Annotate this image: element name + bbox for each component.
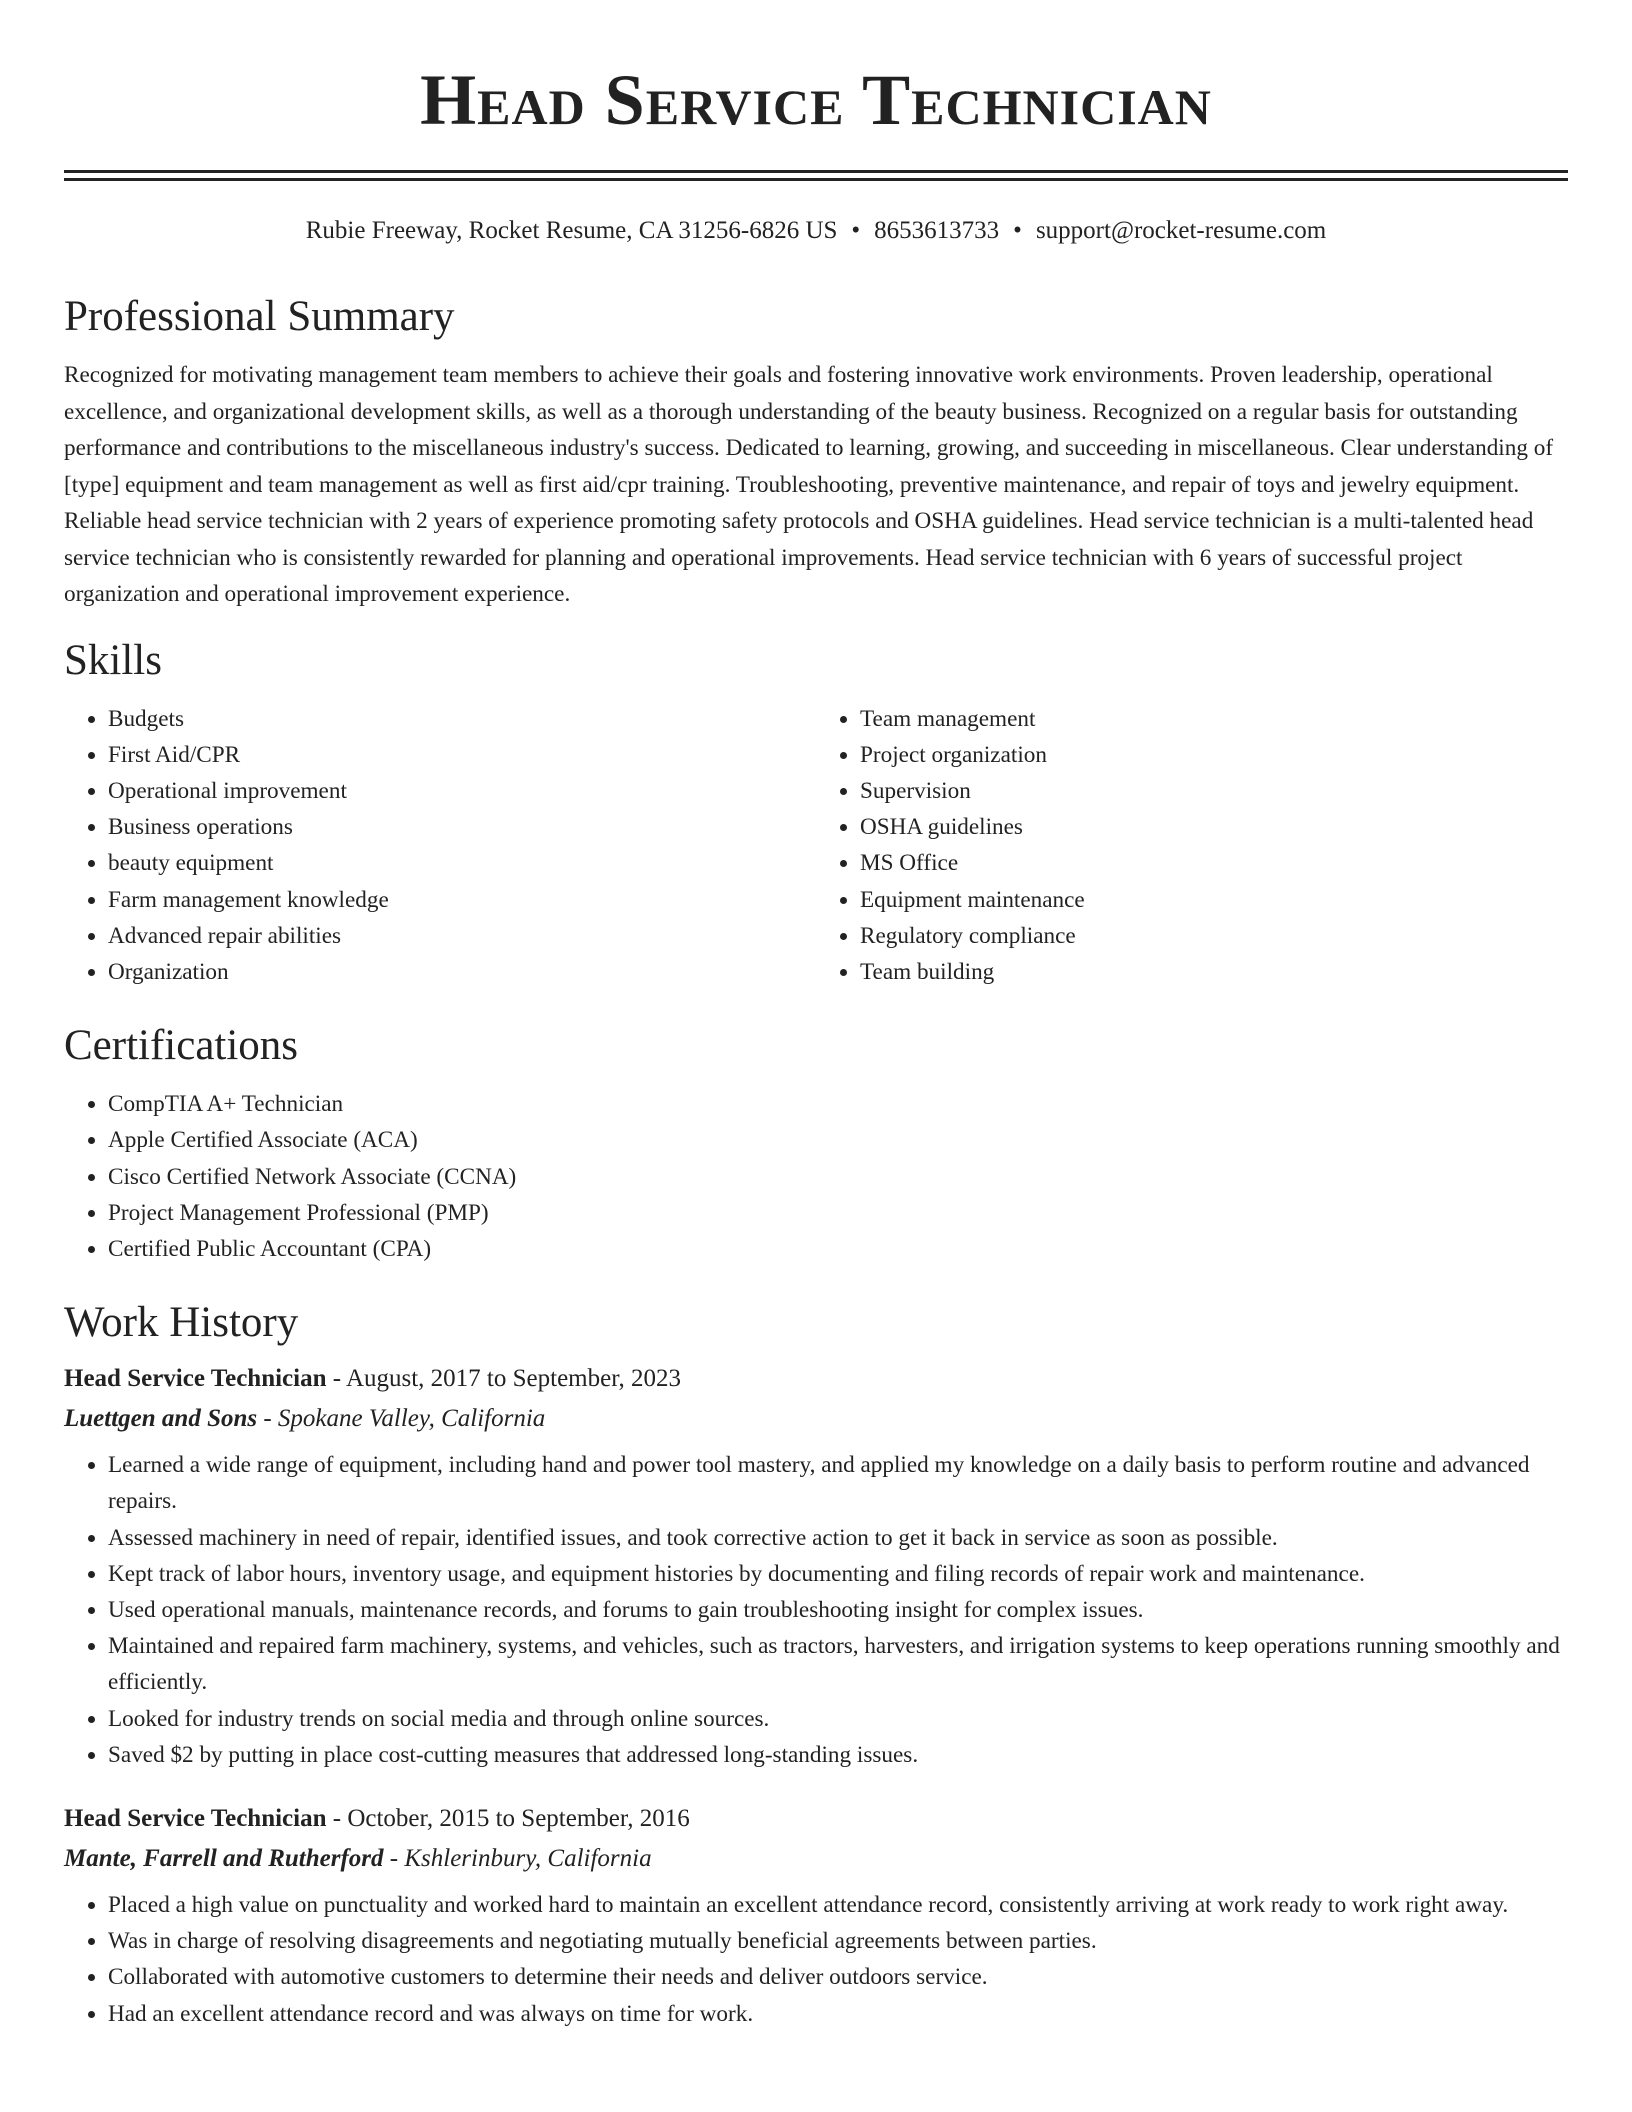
certification-item: • Certified Public Accountant (CPA) (108, 1231, 1568, 1267)
summary-section (64, 291, 1568, 613)
job-company-line (64, 1843, 1568, 1875)
contact-line (64, 215, 1568, 247)
skills-list-right (816, 701, 1568, 991)
summary-text: Recognized for motivating management team members to achieve their goals and fostering innovative work environments. Proven leadership, operational excellence, and organizational development skills, as well as a thorough understanding of the beauty business. Recognized on a regular basis for outstanding performance and contributions to the miscellaneous industry's success. Dedicated to learning, growing, and succeeding in miscellaneous. Clear understanding of [type] equipment and team management as well as first aid/cpr training. Troubleshooting, preventive maintenance, and repair of toys and jewelry equipment. Reliable head service technician with 2 years of experience promoting safety protocols and OSHA guidelines. Head service technician is a multi-talented head service technician who is consistently rewarded for planning and operational improvements. Head service technician with 6 years of successful project organization and operational improvement experience. (64, 362, 1554, 607)
job-bullet: • Assessed machinery in need of repair, identified issues, and took corrective action to get it back in service as soon as possible. (108, 1520, 1568, 1556)
contact-email: support@rocket-resume.com (1035, 217, 1327, 244)
skill-item: • Supervision (860, 773, 1568, 809)
skill-item: • Equipment maintenance (860, 882, 1568, 918)
skill-item: • Organization (108, 954, 816, 990)
skill-item: • Budgets (108, 701, 816, 737)
summary-heading: Professional Summary (64, 293, 455, 340)
skill-item: • Farm management knowledge (108, 882, 816, 918)
certifications-section (64, 1020, 1568, 1267)
work-history-heading: Work History (64, 1299, 299, 1347)
job-entry (64, 1363, 1568, 1773)
skills-columns (64, 701, 1568, 991)
skills-list-left (64, 701, 816, 991)
job-location: - Spokane Valley, California (257, 1405, 546, 1433)
job-company: Luettgen and Sons (64, 1405, 258, 1433)
job-title: Head Service Technician (64, 1365, 327, 1393)
certification-item: • Project Management Professional (PMP) (108, 1195, 1568, 1231)
skill-item: • Advanced repair abilities (108, 918, 816, 954)
contact-separator: • (1013, 217, 1022, 244)
skill-item: • Team management (860, 701, 1568, 737)
skill-item: • Regulatory compliance (860, 918, 1568, 954)
skill-item: • First Aid/CPR (108, 737, 816, 773)
job-bullet: • Used operational manuals, maintenance records, and forums to gain troubleshooting insight for complex issues. (108, 1592, 1568, 1628)
job-dates: - October, 2015 to September, 2016 (326, 1804, 690, 1832)
job-bullet: • Learned a wide range of equipment, including hand and power tool mastery, and applied my knowledge on a daily basis to perform routine and advanced repairs. (108, 1447, 1568, 1519)
skill-item: • OSHA guidelines (860, 809, 1568, 845)
work-history-section (64, 1297, 1568, 2032)
job-bullet: • Collaborated with automotive customers to determine their needs and deliver outdoors service. (108, 1959, 1568, 1995)
certification-item: • CompTIA A+ Technician (108, 1086, 1568, 1122)
job-bullet: • Placed a high value on punctuality and worked hard to maintain an excellent attendance record, consistently arriving at work ready to work right away. (108, 1887, 1568, 1923)
job-dates: - August, 2017 to September, 2023 (326, 1365, 682, 1393)
job-company: Mante, Farrell and Rutherford (64, 1844, 384, 1872)
job-bullet: • Kept track of labor hours, inventory usage, and equipment histories by documenting and filing records of repair work and maintenance. (108, 1556, 1568, 1592)
job-bullet: • Looked for industry trends on social media and through online sources. (108, 1701, 1568, 1737)
skill-item: • Team building (860, 954, 1568, 990)
job-title-line (64, 1363, 1568, 1395)
skill-item: • MS Office (860, 845, 1568, 881)
certifications-list (64, 1086, 1568, 1267)
job-bullet: • Had an excellent attendance record and was always on time for work. (108, 1996, 1568, 2032)
job-bullet: • Saved $2 by putting in place cost-cutting measures that addressed long-standing issues. (108, 1737, 1568, 1773)
job-entry (64, 1803, 1568, 2032)
skill-item: • Operational improvement (108, 773, 816, 809)
certifications-heading: Certifications (64, 1022, 299, 1070)
contact-separator: • (851, 217, 861, 244)
job-bullet-list (64, 1887, 1568, 2032)
skill-item: • Project organization (860, 737, 1568, 773)
certification-item: • Cisco Certified Network Associate (CCNA) (108, 1159, 1568, 1195)
contact-phone: 8653613733 (874, 217, 1000, 244)
contact-address: Rubie Freeway, Rocket Resume, CA 31256-6826 US (305, 217, 838, 244)
resume-name-title: Head Service Technician (420, 60, 1212, 140)
skill-item: • Business operations (108, 809, 816, 845)
skills-section (64, 635, 1568, 991)
job-title-line (64, 1803, 1568, 1835)
job-bullet: • Was in charge of resolving disagreements and negotiating mutually beneficial agreements between parties. (108, 1923, 1568, 1959)
job-bullet-list (64, 1447, 1568, 1773)
job-location: - Kshlerinbury, California (383, 1844, 652, 1872)
job-company-line (64, 1403, 1568, 1435)
job-title: Head Service Technician (64, 1804, 327, 1832)
skills-heading: Skills (64, 636, 162, 684)
header-double-rule (64, 170, 1568, 181)
job-bullet: • Maintained and repaired farm machinery, systems, and vehicles, such as tractors, harvesters, and irrigation systems to keep operations running smoothly and efficiently. (108, 1628, 1568, 1700)
skill-item: • beauty equipment (108, 845, 816, 881)
certification-item: • Apple Certified Associate (ACA) (108, 1122, 1568, 1158)
